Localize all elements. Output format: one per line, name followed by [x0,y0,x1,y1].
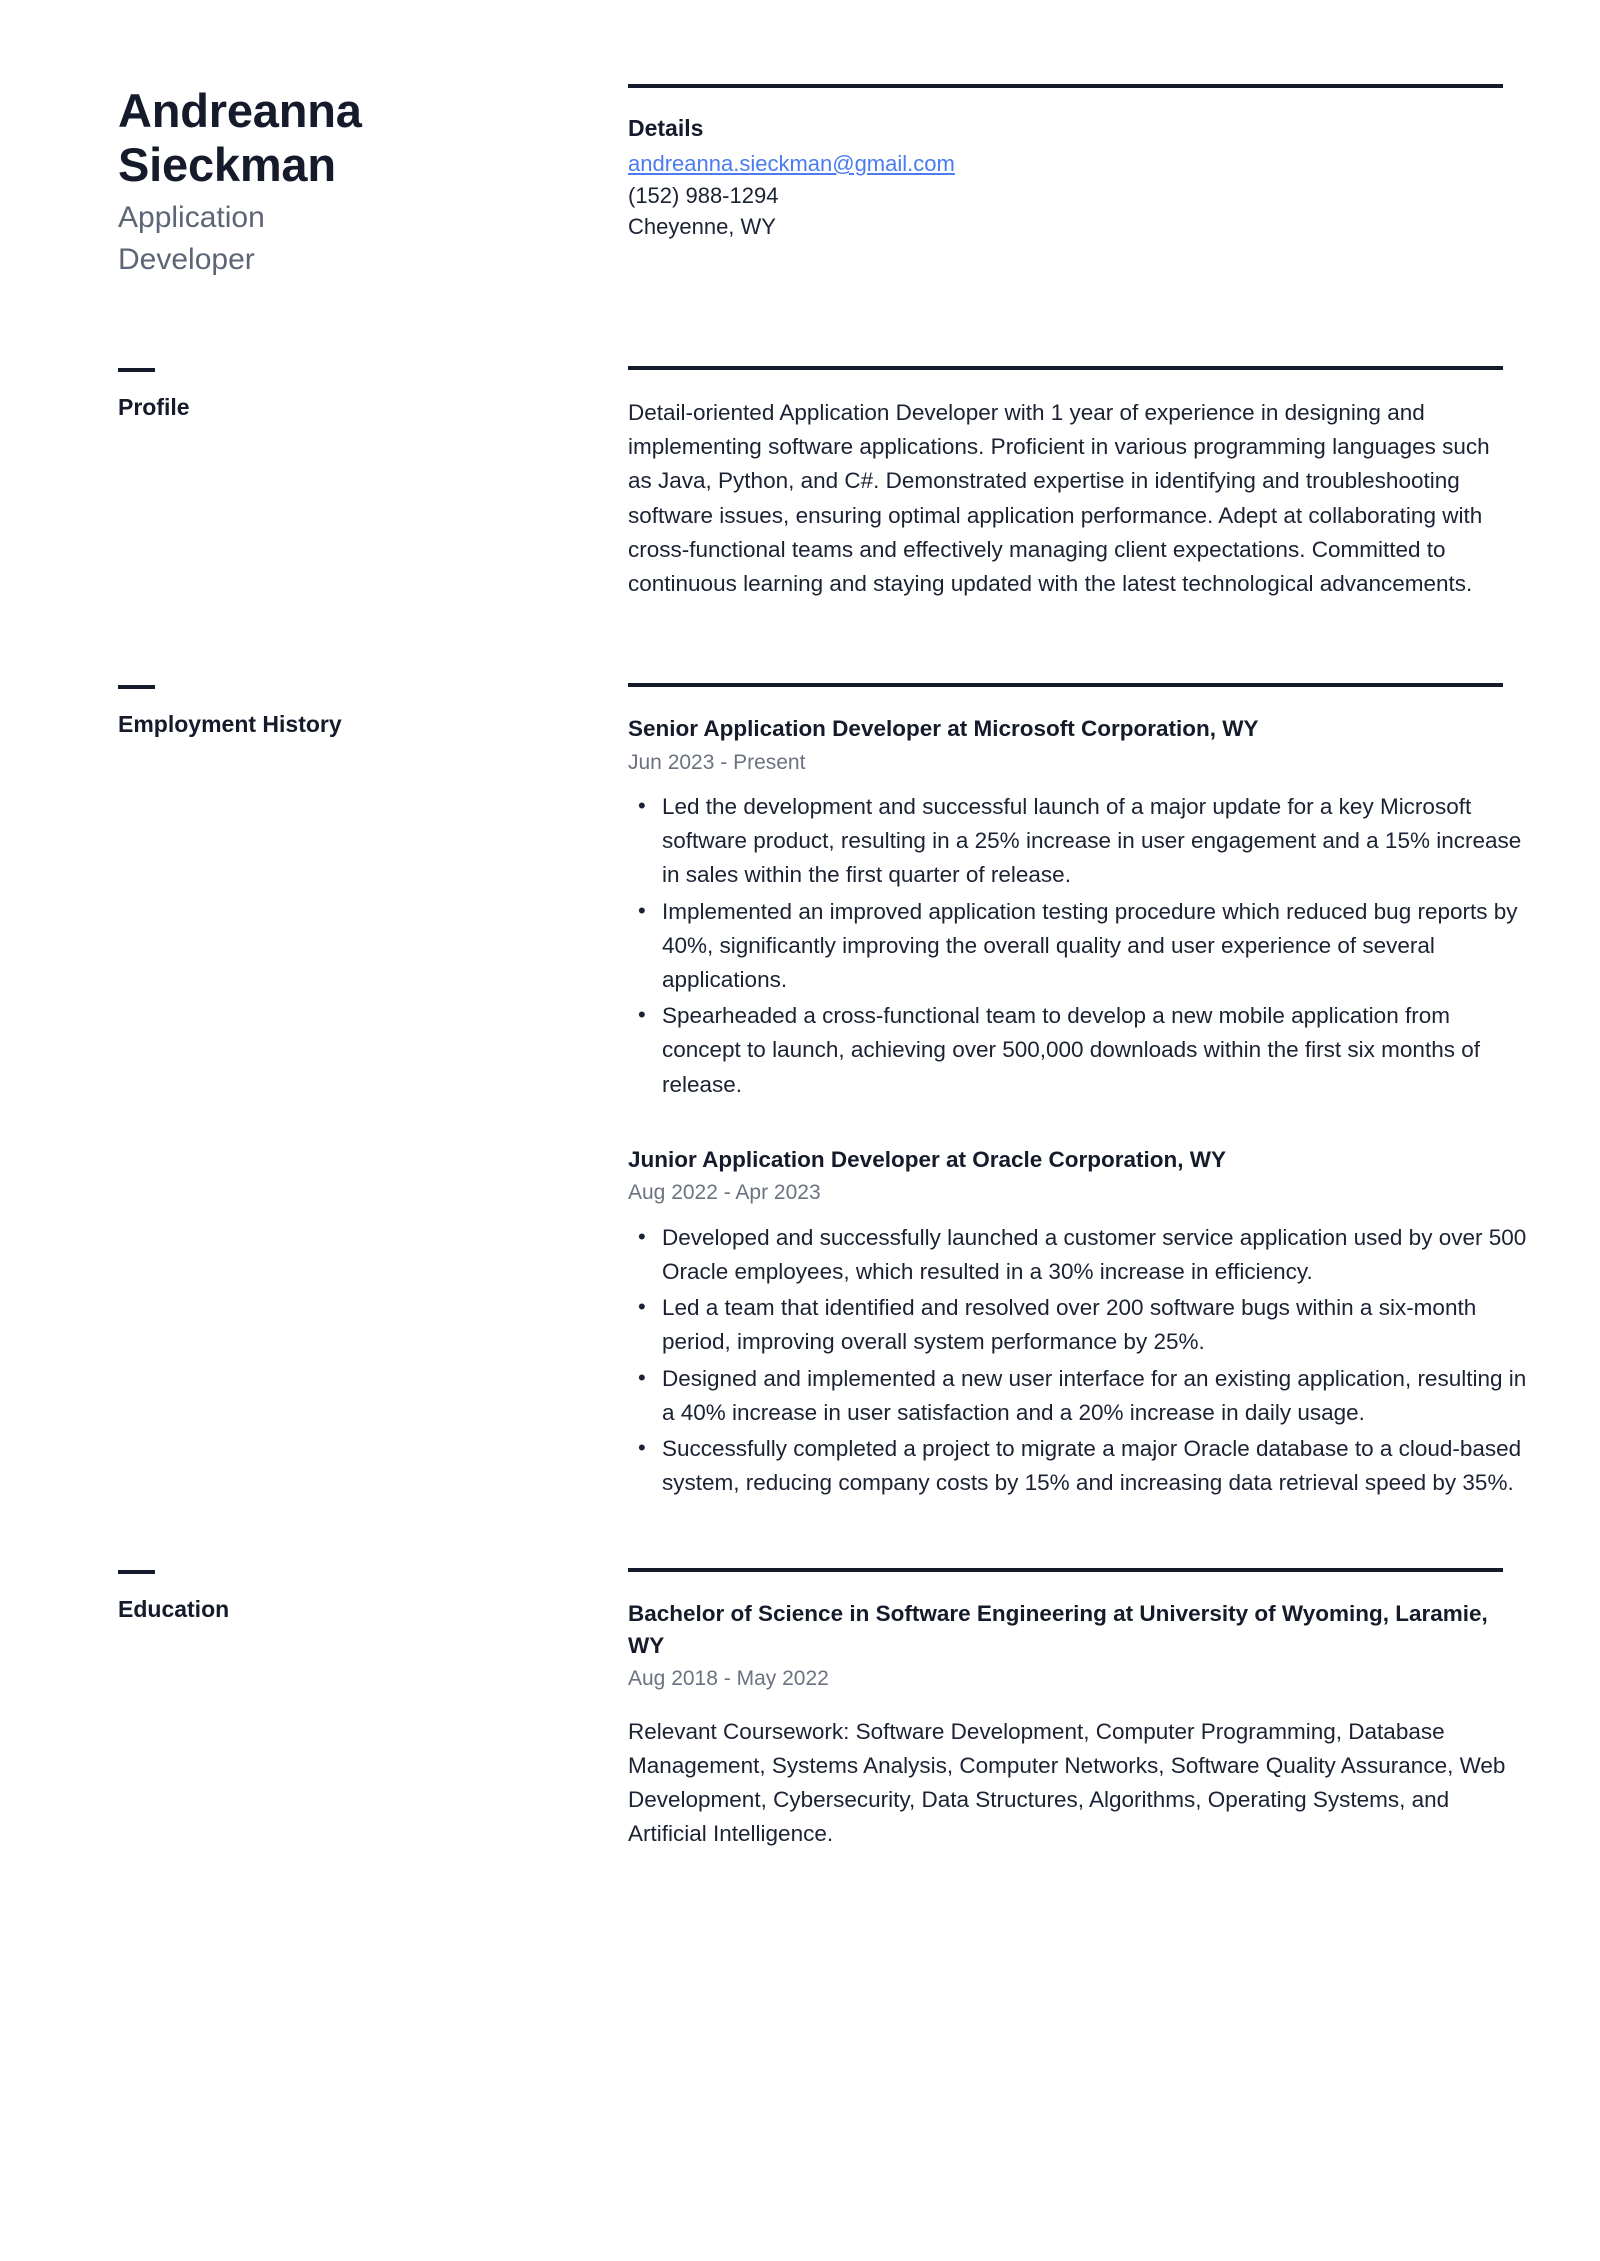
education-content [628,1568,1528,1851]
list-item: • Led the development and successful launch of a major update for a key Microsoft software product, resulting in a 25% increase in user engagement and a 15% increase in sales within the first quarter of release. [662,790,1528,893]
employment-entry-title: Senior Application Developer at Microsoft Corporation, WY [628,716,1259,742]
employment-content [628,683,1528,1502]
education-entry-description: Relevant Coursework: Software Development, Computer Programming, Database Management, Systems Analysis, Computer Networks, Software Quality Assurance, Web Development, Cybersecurity, Data Structures, Algorithms, Operating Systems, and Artificial Intelligence. [628,1718,1506,1847]
header-identity [118,84,628,280]
employment-entry-bullets [628,1221,1528,1501]
section-heading-education: Education [118,1596,230,1623]
details-divider [628,84,1503,88]
education-divider [628,1568,1503,1572]
employment-label-group [118,683,628,1502]
job-title-line-1: Application [118,201,265,235]
education-section [0,1568,1600,1851]
employment-label-rule [118,685,155,689]
page-title [118,84,448,191]
employment-entry [628,713,1528,1102]
section-heading-profile: Profile [118,393,190,420]
list-item: • Developed and successfully launched a customer service application used by over 500 Oracle employees, which resulted in a 30% increase in efficiency. [662,1221,1528,1289]
first-name: Andreanna [118,84,362,137]
details-heading: Details [628,115,704,141]
location: Cheyenne, WY [628,214,776,240]
employment-entry-bullets [628,790,1528,1102]
email-link[interactable]: andreanna.sieckman@gmail.com [628,150,955,176]
employment-entry-date: Jun 2023 - Present [628,750,806,774]
job-title-subheading [118,197,448,280]
education-entry-title: Bachelor of Science in Software Engineering at University of Wyoming, Laramie, WY [628,1601,1488,1658]
last-name: Sieckman [118,137,336,191]
employment-entry [628,1144,1528,1501]
list-item: • Led a team that identified and resolved over 200 software bugs within a six-month period, improving overall system performance by 25%. [662,1291,1528,1359]
list-item: • Successfully completed a project to migrate a major Oracle database to a cloud-based system, reducing company costs by 15% and increasing data retrieval speed by 35%. [662,1432,1528,1500]
list-item: • Designed and implemented a new user interface for an existing application, resulting in a 40% increase in user satisfaction and a 20% increase in daily usage. [662,1362,1528,1430]
list-item: • Implemented an improved application testing procedure which reduced bug reports by 40%, significantly improving the overall quality and user experience of several applications. [662,895,1528,998]
profile-divider [628,366,1503,370]
phone-number: (152) 988-1294 [628,182,779,208]
profile-content [628,366,1528,601]
employment-entry-date: Aug 2022 - Apr 2023 [628,1181,821,1205]
employment-entry-title: Junior Application Developer at Oracle Corporation, WY [628,1146,1227,1172]
employment-divider [628,683,1503,687]
section-heading-employment: Employment History [118,711,342,738]
header-section [0,0,1600,280]
profile-label-rule [118,368,155,372]
job-title-line-2: Developer [118,242,255,276]
education-label-group [118,1568,628,1851]
profile-label-group [118,366,628,601]
education-entry [628,1598,1528,1851]
profile-text: Detail-oriented Application Developer with 1 year of experience in designing and implementing software applications. Proficient in various programming languages such as Java, Python, and C#. Demonstrated expertise in identifying and troubleshooting software issues, ensuring optimal application performance. Adept at collaborating with cross-functional teams and effectively managing client expectations. Committed to continuous learning and staying updated with the latest technological advancements. [628,399,1490,596]
education-label-rule [118,1570,155,1574]
list-item: • Spearheaded a cross-functional team to develop a new mobile application from concept to launch, achieving over 500,000 downloads within the first six months of release. [662,999,1528,1102]
employment-section [0,683,1600,1502]
education-entry-date: Aug 2018 - May 2022 [628,1667,829,1691]
profile-section [0,366,1600,601]
details-section [628,84,1528,280]
